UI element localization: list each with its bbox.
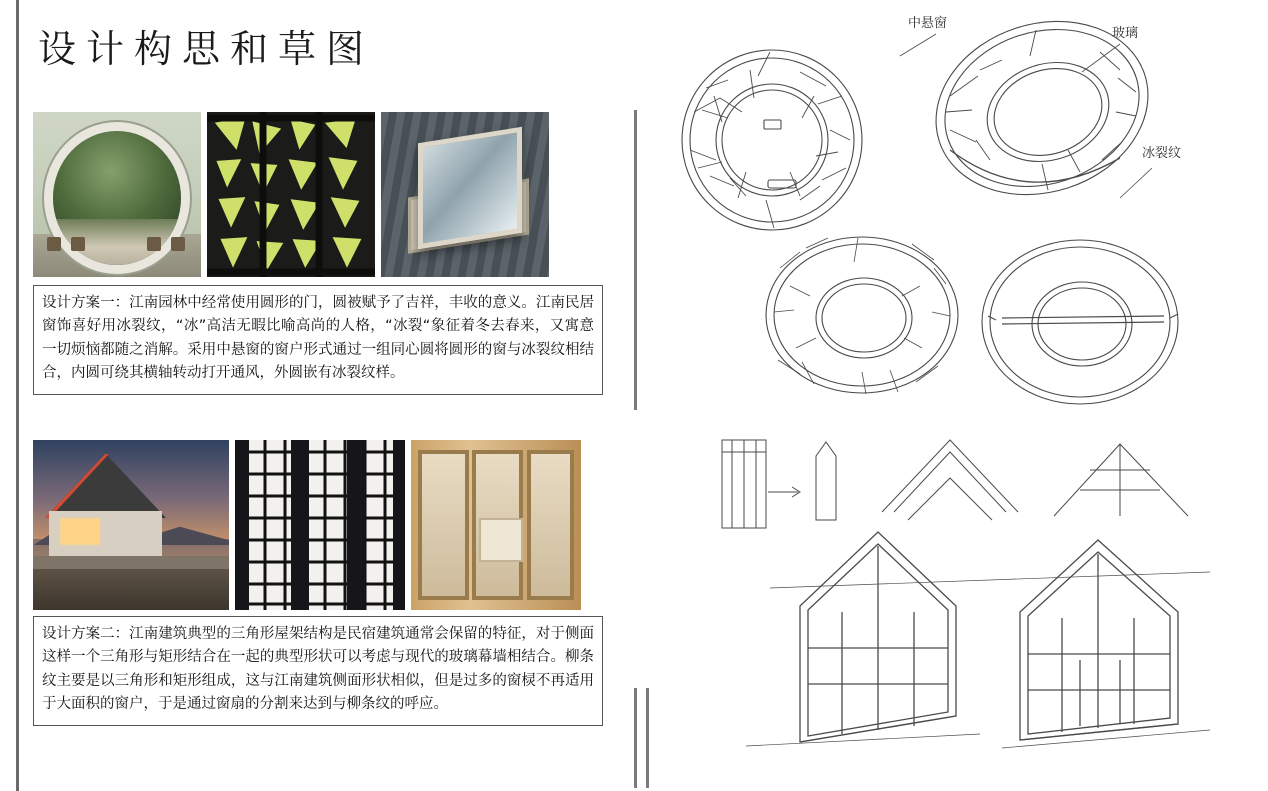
page-title: 设计构思和草图: [38, 27, 375, 71]
grid-lattice-screen-photo: [235, 440, 405, 610]
moon-gate-garden-photo: [33, 112, 201, 277]
scheme-one-image-row: [33, 112, 549, 277]
annotation-middle-hung-window: 中悬窗: [908, 16, 948, 31]
mountain-house-dusk-photo: [33, 440, 229, 610]
roof-skylight-photo: [381, 112, 549, 277]
column-divider-lower: [646, 688, 649, 788]
scheme-one-caption: 设计方案一：江南园林中经常使用圆形的门，圆被赋予了吉祥，丰收的意义。江南民居窗饰喜好用冰裂纹，“冰”高洁无暇比喻高尚的人格，“冰裂“象征着冬去春来，又寓意一切烦恼都随之消解。采用中悬窗的窗户形式通过一组同心圆将圆形的窗与冰裂纹相结合，内圆可绕其横轴转动打开通风，外圆嵌有冰裂纹样。: [33, 285, 603, 395]
annotation-ice-crack-pattern: 冰裂纹: [1142, 146, 1182, 161]
scheme-two-caption: 设计方案二：江南建筑典型的三角形屋架结构是民宿建筑通常会保留的特征，对于侧面这样一个三角形与矩形结合在一起的典型形状可以考虑与现代的玻璃幕墙相结合。柳条纹主要是以三角形和矩形组成，这与江南建筑侧面形状相似，但是过多的窗棂不再适用于大面积的窗户，于是通过窗扇的分割来达到与柳条纹的呼应。: [33, 616, 603, 726]
wooden-sliding-door-photo: [411, 440, 581, 610]
annotation-glass: 玻璃: [1112, 26, 1139, 41]
ice-crack-lattice-screen-photo: [207, 112, 375, 277]
scheme-two-image-row: [33, 440, 581, 610]
column-divider-upper: [634, 110, 637, 410]
left-vertical-rule: [16, 0, 19, 791]
sketch-panel: [650, 0, 1268, 791]
sketch-drawings: [650, 0, 1268, 791]
column-divider-lower-2: [634, 688, 637, 788]
